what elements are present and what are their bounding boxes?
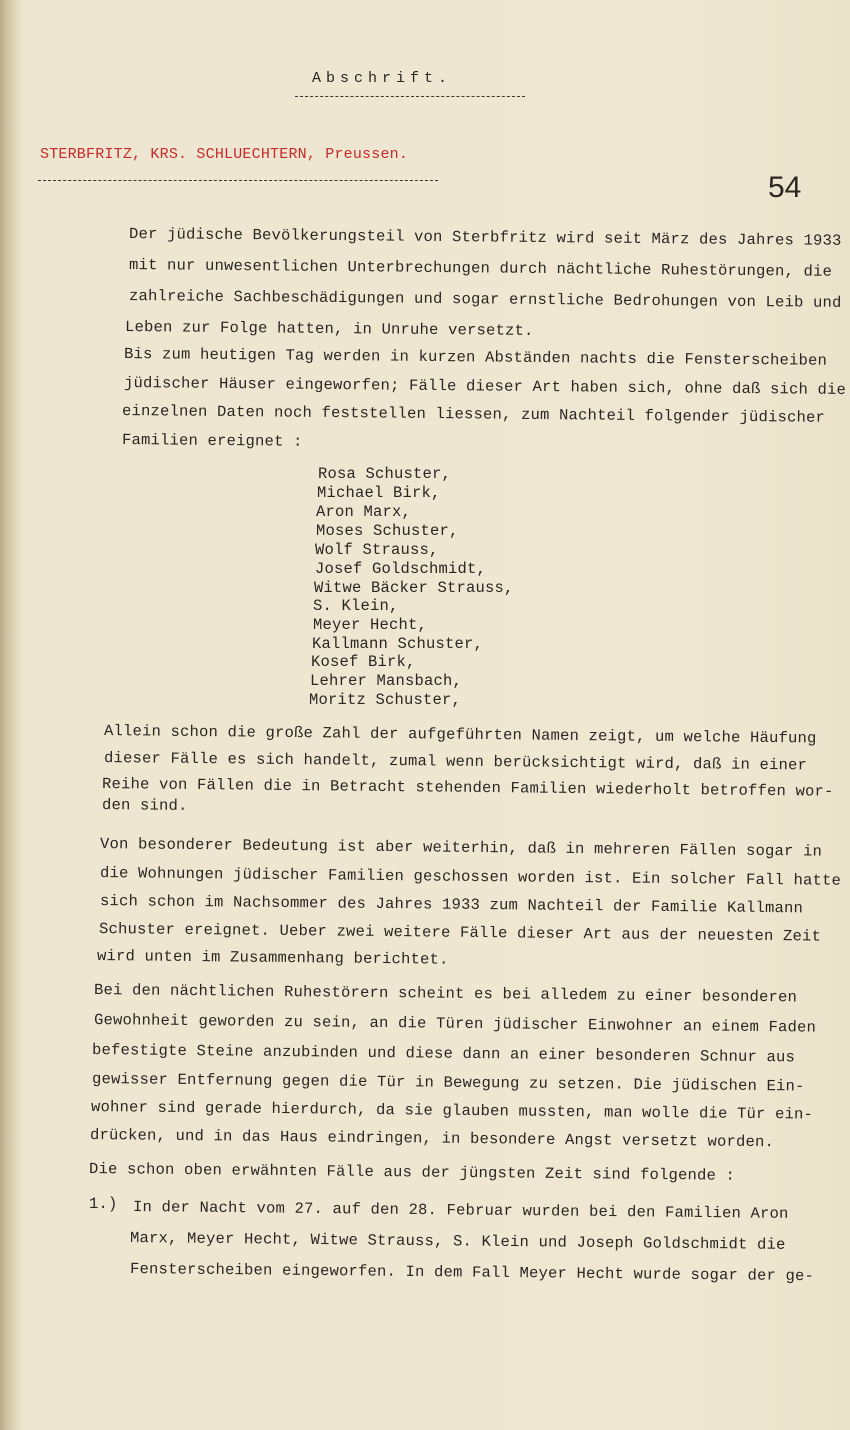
- text-line: Bis zum heutigen Tag werden in kurzen Abständen nachts die Fensterscheiben: [123, 345, 828, 370]
- family-name: S. Klein,: [313, 597, 399, 615]
- text-line: Fensterscheiben eingeworfen. In dem Fall Meyer Hecht wurde sogar der ge-: [129, 1260, 815, 1286]
- text-line: einzelnen Daten noch feststellen liessen, zum Nachteil folgender jüdischer: [121, 402, 826, 427]
- text-line: Der jüdische Bevölkerungsteil von Sterbfritz wird seit März des Jahres 1933: [128, 225, 842, 250]
- family-name: Kosef Birk,: [311, 653, 416, 671]
- text-line: wird unten im Zusammenhang berichtet.: [96, 947, 449, 969]
- text-line: Leben zur Folge hatten, in Unruhe versetzt.: [124, 318, 534, 340]
- text-line: wohner sind gerade hierdurch, da sie glauben mussten, man wolle die Tür ein-: [90, 1098, 814, 1124]
- family-name: Moses Schuster,: [316, 522, 459, 540]
- text-line: befestigte Steine anzubinden und diese dann an einer besonderen Schnur aus: [91, 1041, 796, 1067]
- text-line: Familien ereignet :: [121, 431, 303, 451]
- family-name: Aron Marx,: [316, 503, 412, 521]
- text-line: gewisser Entfernung gegen die Tür in Bewegung zu setzen. Die jüdischen Ein-: [91, 1070, 805, 1096]
- family-name: Meyer Hecht,: [313, 616, 428, 634]
- page-number: 54: [768, 171, 802, 204]
- text-line: Bei den nächtlichen Ruhestörern scheint es bei alledem zu einer besonderen: [93, 981, 798, 1007]
- family-name: Wolf Strauss,: [315, 541, 439, 559]
- family-name: Moritz Schuster,: [309, 691, 462, 709]
- text-line: Marx, Meyer Hecht, Witwe Strauss, S. Klein und Joseph Goldschmidt die: [129, 1229, 786, 1254]
- text-line: Die schon oben erwähnten Fälle aus der jüngsten Zeit sind folgende :: [88, 1160, 736, 1185]
- family-name: Kallmann Schuster,: [312, 635, 484, 653]
- family-name: Lehrer Mansbach,: [310, 672, 463, 690]
- family-name: Witwe Bäcker Strauss,: [314, 579, 514, 597]
- family-name: Michael Birk,: [317, 484, 441, 502]
- text-line: drücken, und in das Haus eindringen, in besondere Angst versetzt worden.: [89, 1126, 775, 1152]
- title-underline: [295, 96, 525, 97]
- text-line: dieser Fälle es sich handelt, zumal wenn berücksichtigt wird, daß in einer: [103, 749, 808, 775]
- text-line: Schuster ereignet. Ueber zwei weitere Fälle dieser Art aus der neuesten Zeit: [98, 920, 822, 946]
- place-heading: STERBFRITZ, KRS. SCHLUECHTERN, Preussen.: [40, 146, 409, 163]
- text-line: zahlreiche Sachbeschädigungen und sogar ernstliche Bedrohungen von Leib und: [128, 287, 842, 312]
- page-binding-edge: [0, 0, 22, 1430]
- text-line: Reihe von Fällen die in Betracht stehenden Familien wiederholt betroffen wor-: [101, 775, 834, 801]
- text-line: sich schon im Nachsommer des Jahres 1933 zum Nachteil der Familie Kallmann: [99, 892, 804, 918]
- text-line: Von besonderer Bedeutung ist aber weiterhin, daß in mehreren Fällen sogar in: [99, 835, 823, 861]
- document-title: Abschrift.: [312, 70, 453, 87]
- text-line: mit nur unwesentlichen Unterbrechungen durch nächtliche Ruhestörungen, die: [128, 256, 833, 281]
- text-line: In der Nacht vom 27. auf den 28. Februar wurden bei den Familien Aron: [132, 1198, 789, 1223]
- text-line: jüdischer Häuser eingeworfen; Fälle dieser Art haben sich, ohne daß sich die: [123, 374, 847, 399]
- place-underline: [38, 180, 438, 181]
- text-line: Gewohnheit geworden zu sein, an die Türen jüdischer Einwohner an einem Faden: [93, 1011, 817, 1037]
- text-line: Allein schon die große Zahl der aufgeführten Namen zeigt, um welche Häufung: [103, 722, 817, 748]
- text-line: die Wohnungen jüdischer Familien geschossen worden ist. Ein solcher Fall hatte: [99, 864, 842, 890]
- text-line: den sind.: [101, 796, 188, 815]
- list-marker: 1.): [89, 1195, 118, 1213]
- family-name: Rosa Schuster,: [318, 465, 452, 483]
- family-name: Josef Goldschmidt,: [315, 560, 487, 578]
